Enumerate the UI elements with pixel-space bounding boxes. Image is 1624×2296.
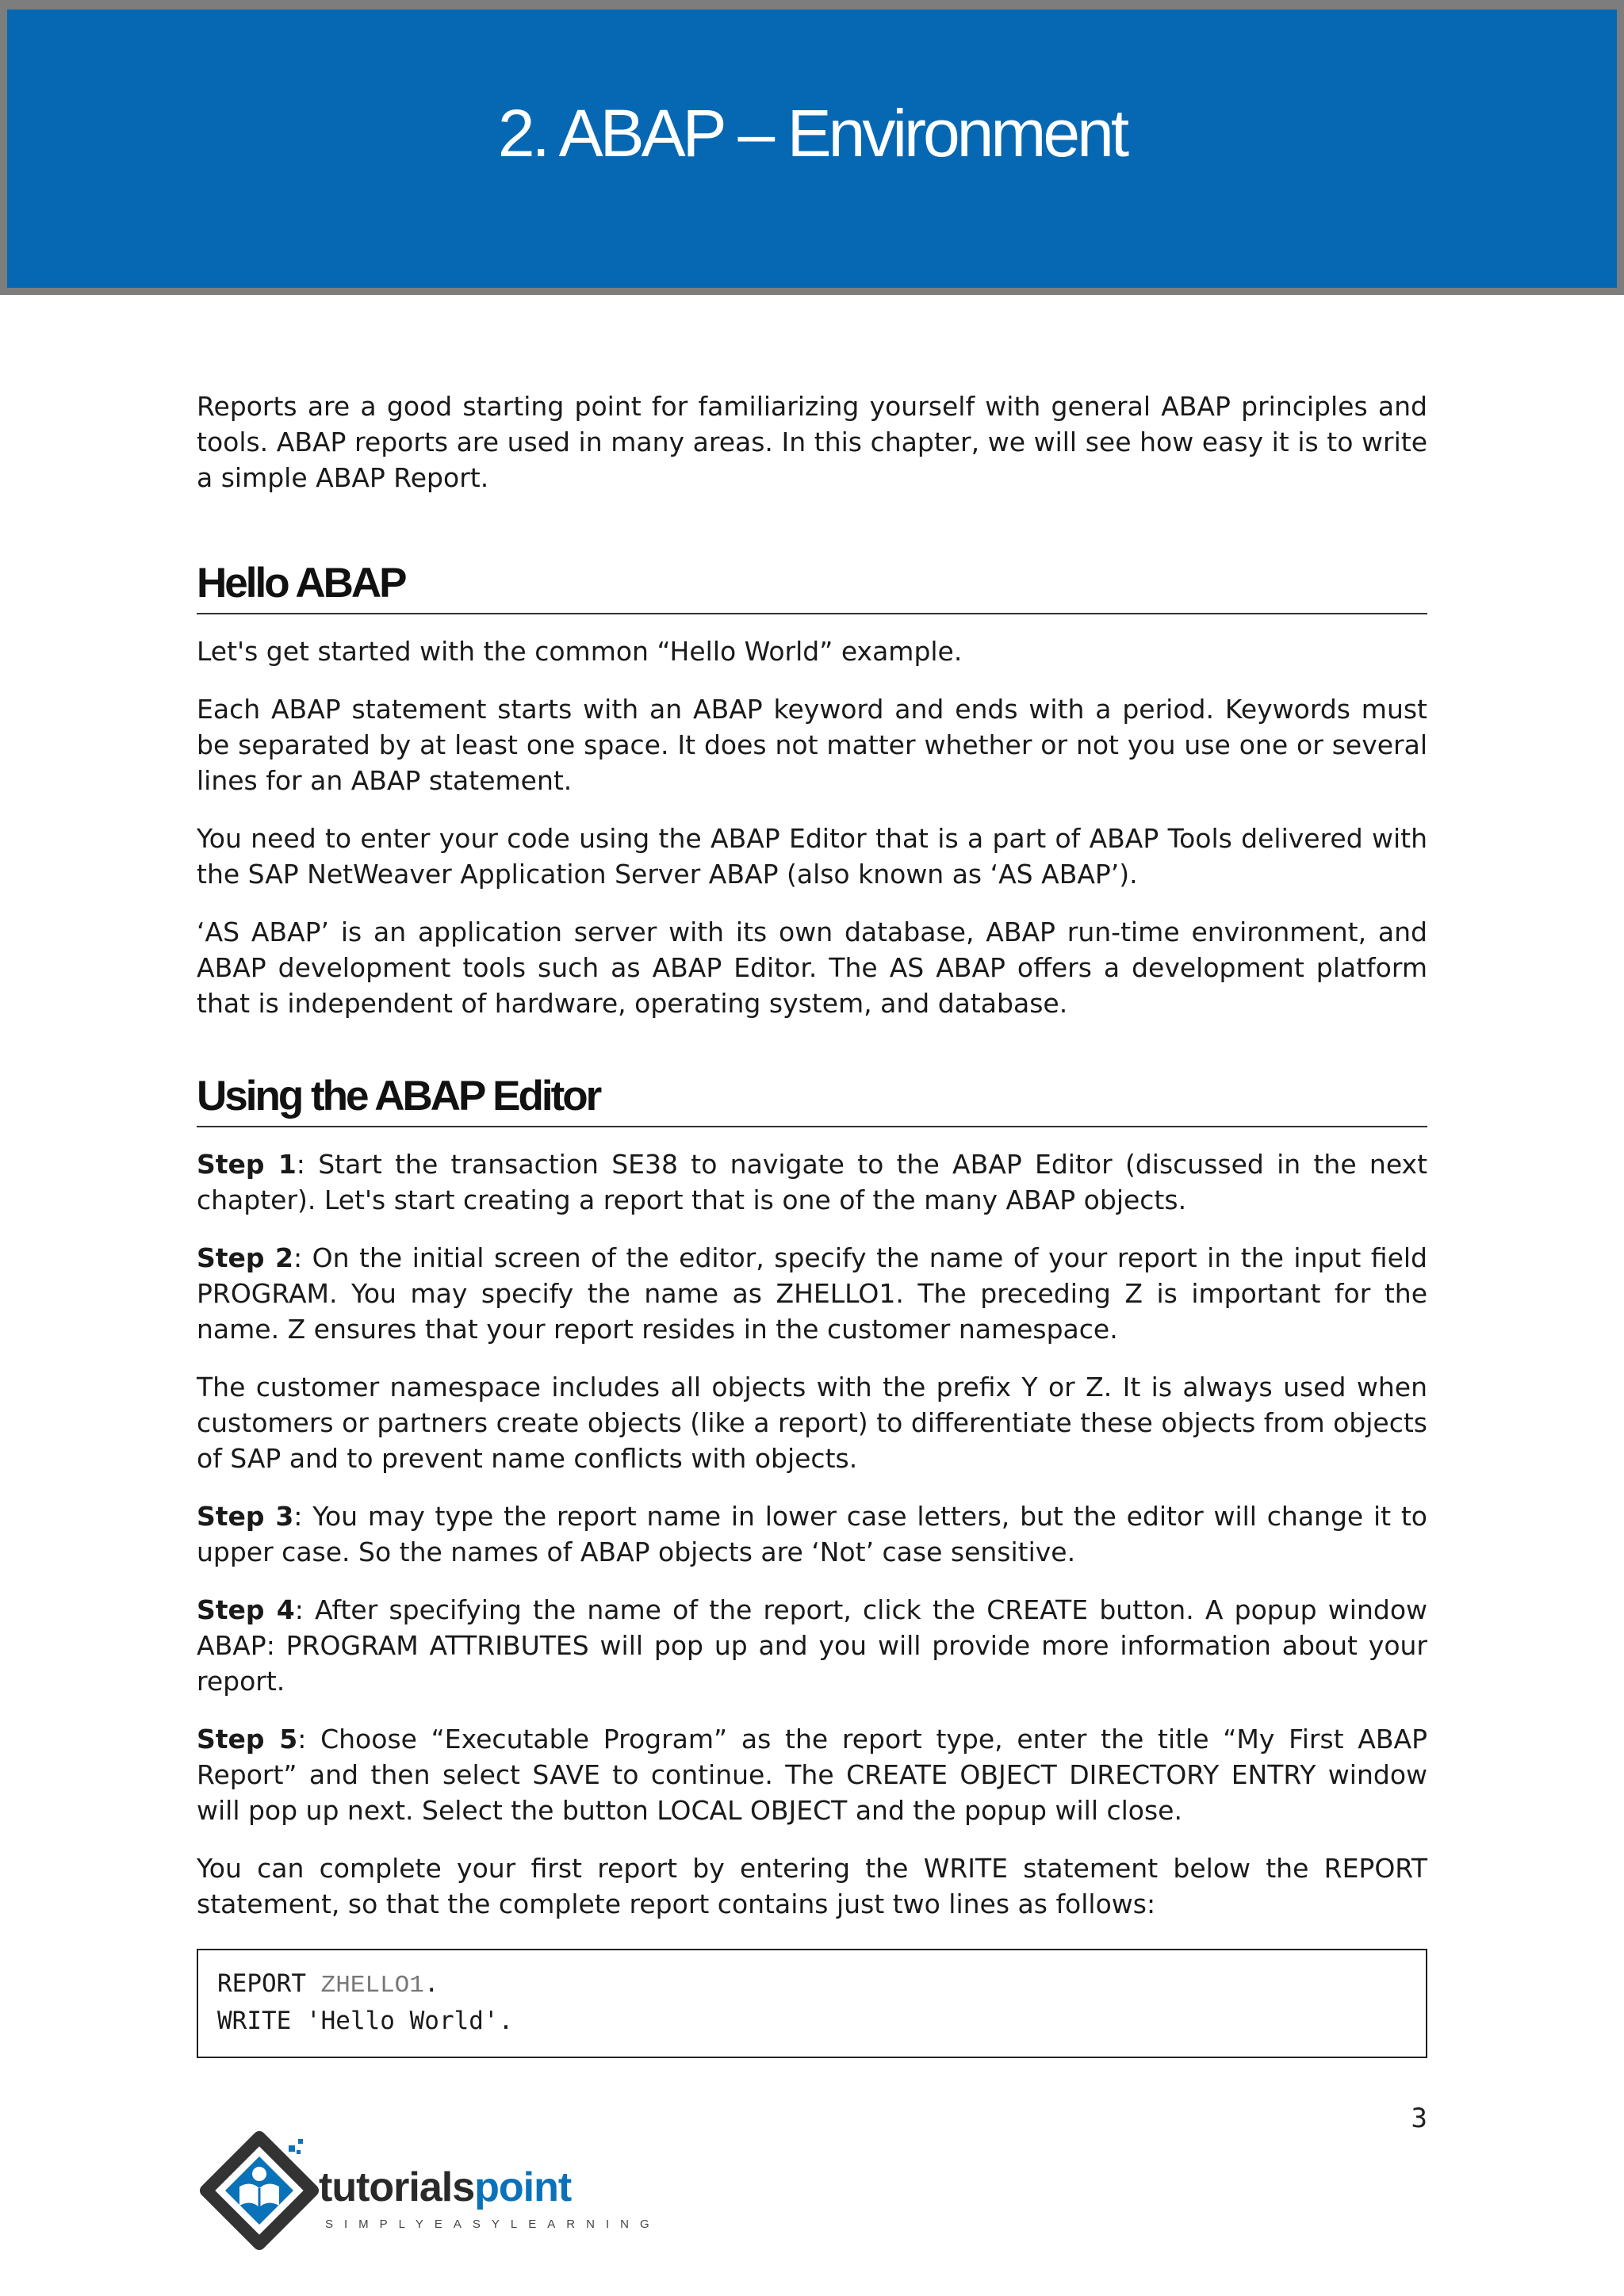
step-paragraph [197, 1240, 1427, 1347]
closing-paragraph: You can complete your first report by entering the WRITE statement below the REPORT statement, so that the complete report contains just two lines as follows: [197, 1853, 1427, 1919]
step-label: Step 5 [197, 1724, 298, 1755]
hello-paragraph: Let's get started with the common “Hello World” example. [197, 636, 963, 667]
code-keyword: REPORT [217, 1969, 321, 1998]
logo-wordmark: tutorials [319, 2164, 475, 2210]
hello-paragraph: You need to enter your code using the ABAP Editor that is a part of ABAP Tools delivered with the SAP NetWeaver Application Server ABAP (also known as ‘AS ABAP’). [197, 823, 1427, 890]
step-label: Step 1 [197, 1149, 297, 1180]
hello-paragraph: Each ABAP statement starts with an ABAP keyword and ends with a period. Keywords must be separated by at least one space. It does not matter whether or not you use one or several lines for an ABAP statement. [197, 694, 1427, 796]
step-label: Step 3 [197, 1501, 294, 1532]
intro-paragraph: Reports are a good starting point for familiarizing yourself with general ABAP principles and tools. ABAP reports are used in many areas. In this chapter, we will see how easy it is to write a simple ABAP Report. [197, 391, 1427, 493]
logo-tagline: SIMPLYEASYLEARNING [325, 2218, 661, 2231]
step-label: Step 2 [197, 1242, 294, 1273]
step-text: : You may type the report name in lower case letters, but the editor will change it to upper case. So the names of ABAP objects are ‘Not’ case sensitive. [197, 1501, 1427, 1567]
step-text: : Choose “Executable Program” as the report type, enter the title “My First ABAP Report” and then select SAVE to continue. The CREATE OBJECT DIRECTORY ENTRY window will pop up next. Select the button LOCAL OBJECT and the popup will close. [197, 1724, 1427, 1826]
logo-emblem-icon [206, 2137, 312, 2244]
chapter-banner [0, 0, 1624, 295]
step-paragraph [197, 1721, 1427, 1828]
page-content [197, 388, 1427, 2058]
step-text: : After specifying the name of the report, click the CREATE button. A popup window ABAP: PROGRAM ATTRIBUTES will pop up and you will provide more information about your report. [197, 1594, 1427, 1697]
step-paragraph [197, 1592, 1427, 1699]
code-line: WRITE 'Hello World'. [217, 2007, 514, 2035]
step-label: Step 4 [197, 1594, 295, 1625]
step-text: : On the initial screen of the editor, specify the name of your report in the input field PROGRAM. You may specify the name as ZHELLO1. The preceding Z is important for the name. Z ensures that your report resides in the customer namespace. [197, 1242, 1427, 1345]
code-period: . [423, 1969, 439, 1998]
page-number: 3 [1411, 2103, 1427, 2134]
chapter-title: 2. ABAP – Environment [497, 96, 1127, 170]
section-heading-abap-editor: Using the ABAP Editor [197, 1072, 1427, 1127]
step-paragraph [197, 1146, 1427, 1218]
step-text: : Start the transaction SE38 to navigate to the ABAP Editor (discussed in the next chapter). Let's start creating a report that is one of the many ABAP objects. [197, 1149, 1428, 1215]
step-paragraph [197, 1498, 1427, 1570]
tutorialspoint-logo [195, 2130, 661, 2258]
svg-text:tutorialspoint: tutorialspoint [319, 2164, 572, 2210]
namespace-paragraph: The customer namespace includes all objects with the prefix Y or Z. It is always used when customers or partners create objects (like a report) to differentiate these objects from objects of SAP and to prevent name conflicts with objects. [197, 1372, 1427, 1474]
hello-paragraph: ‘AS ABAP’ is an application server with its own database, ABAP run-time environment, and ABAP development tools such as ABAP Editor. The AS ABAP offers a development platform that is independent of hardware, operating system, and database. [197, 916, 1427, 1019]
section-heading-hello-abap: Hello ABAP [197, 559, 1427, 614]
code-block [197, 1949, 1427, 2058]
code-program-name: ZHELLO1 [320, 1972, 424, 1999]
code-line [217, 1966, 1407, 2003]
